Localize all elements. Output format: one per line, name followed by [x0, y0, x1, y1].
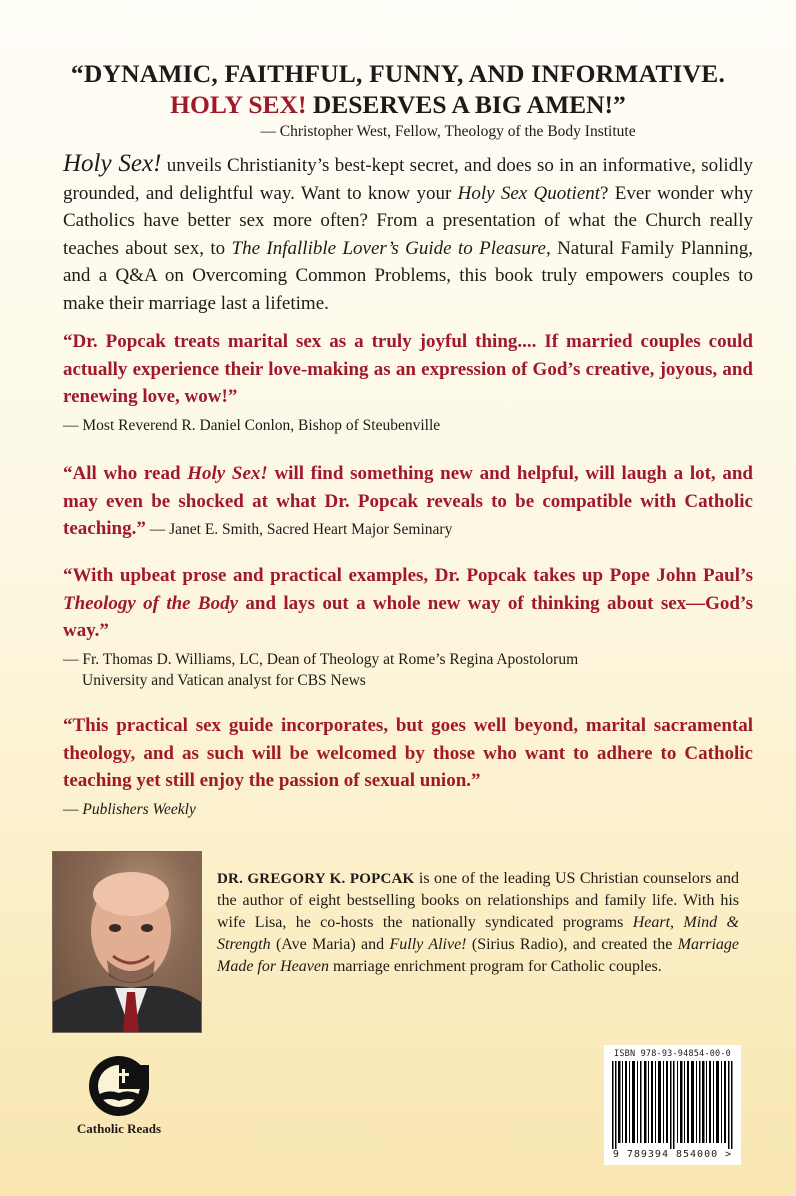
endorsement-text-part: “All who read	[63, 463, 188, 484]
endorsement-text	[63, 460, 753, 544]
endorsement-text: “This practical sex guide incorporates, but goes well beyond, marital sacramental theology, and as such will be welcomed by those who want to adhere to Catholic teaching yet still enjoy the passion of sexual union.”	[63, 715, 753, 791]
endorsement-source: — Janet E. Smith, Sacred Heart Major Seminary	[145, 521, 453, 538]
endorsement-source-dash: —	[63, 800, 83, 818]
bio-italic: Heart, Mind & Strength	[217, 914, 739, 953]
bio-text: is one of the leading US Christian counselors and the author of eight bestselling books on relationships and family life. With his wife Lisa, he co-hosts the nationally syndicated programs	[217, 870, 740, 931]
headline-quote-line1: “DYNAMIC, FAITHFUL, FUNNY, AND INFORMATIVE.	[70, 59, 726, 88]
description-text: unveils Christianity’s best-kept secret, and does so in an informative, solidly grounded, and delightful way. Want to know your	[63, 155, 753, 204]
endorsement-text-part: will find something new and helpful, will laugh a lot, and may even be shocked at what Dr. Popcak reveals to be compatible with Catholic teaching.”	[63, 463, 753, 539]
headline-quote-rest: DESERVES A BIG AMEN!”	[306, 90, 626, 119]
book-description	[63, 150, 753, 317]
description-italic: The Infallible Lover’s Guide to Pleasure	[231, 237, 546, 259]
endorsement-source-line: — Fr. Thomas D. Williams, LC, Dean of Theology at Rome’s Regina Apostolorum	[63, 650, 579, 668]
description-text: ? Ever wonder why Catholics have better sex more often? From a presentation of what the Church really teaches about sex, to	[63, 182, 753, 259]
endorsement-text	[63, 562, 753, 645]
headline-attribution: — Christopher West, Fellow, Theology of the Body Institute	[260, 123, 636, 140]
endorsement-quote	[63, 712, 753, 820]
barcode-bars	[610, 1061, 735, 1149]
author-portrait-graphic	[53, 852, 201, 1032]
headline-book-title: HOLY SEX!	[170, 90, 307, 119]
endorsement-source: — Most Reverend R. Daniel Conlon, Bishop of Steubenville	[63, 416, 441, 434]
endorsement-text-part: and lays out a whole new way of thinking about sex—God’s way.”	[63, 592, 754, 641]
description-text: , Natural Family Planning, and a Q&A on Overcoming Common Problems, this book truly empowers couples to make their marriage last a lifetime.	[63, 237, 753, 314]
publisher-name: Catholic Reads	[76, 1121, 162, 1136]
bio-italic: Fully Alive!	[389, 936, 467, 953]
description-lead-title: Holy Sex!	[63, 150, 162, 177]
headline-quote-line2	[0, 90, 796, 120]
endorsement-source	[63, 649, 753, 691]
endorsement-italic: Holy Sex!	[187, 463, 268, 484]
endorsement-quote	[63, 460, 753, 544]
headline-block	[0, 58, 796, 144]
endorsement-quote	[63, 562, 753, 691]
bio-text: (Ave Maria) and	[270, 936, 390, 953]
bio-italic: Marriage Made for Heaven	[217, 936, 740, 975]
endorsement-source-line: University and Vatican analyst for CBS News	[82, 671, 366, 689]
isbn-label: ISBN 978-93-94854-00-0	[614, 1049, 731, 1059]
author-name: DR. GREGORY K. POPCAK	[217, 871, 415, 887]
endorsement-source	[63, 799, 753, 820]
isbn-barcode	[604, 1045, 741, 1165]
description-italic: Holy Sex Quotient	[457, 182, 601, 204]
endorsement-text: “Dr. Popcak treats marital sex as a truly joyful thing.... If married couples could actually experience their love-making as an expression of God’s creative, joyous, and renewing love, wow!”	[63, 331, 753, 407]
endorsement-quote	[63, 328, 753, 436]
endorsement-text-part: “With upbeat prose and practical examples, Dr. Popcak takes up Pope John Paul’s	[63, 565, 753, 586]
endorsement-italic: Theology of the Body	[63, 592, 239, 614]
bio-text: (Sirius Radio), and created the	[466, 936, 678, 953]
bio-text: marriage enrichment program for Catholic couples.	[328, 958, 662, 975]
author-bio	[217, 868, 739, 978]
endorsement-source-publication: Publishers Weekly	[82, 800, 196, 818]
publisher-logo	[70, 1055, 168, 1137]
barcode-digits: 9 789394 854000 >	[612, 1149, 733, 1160]
author-photo	[52, 851, 202, 1033]
publisher-logo-icon	[88, 1055, 150, 1117]
